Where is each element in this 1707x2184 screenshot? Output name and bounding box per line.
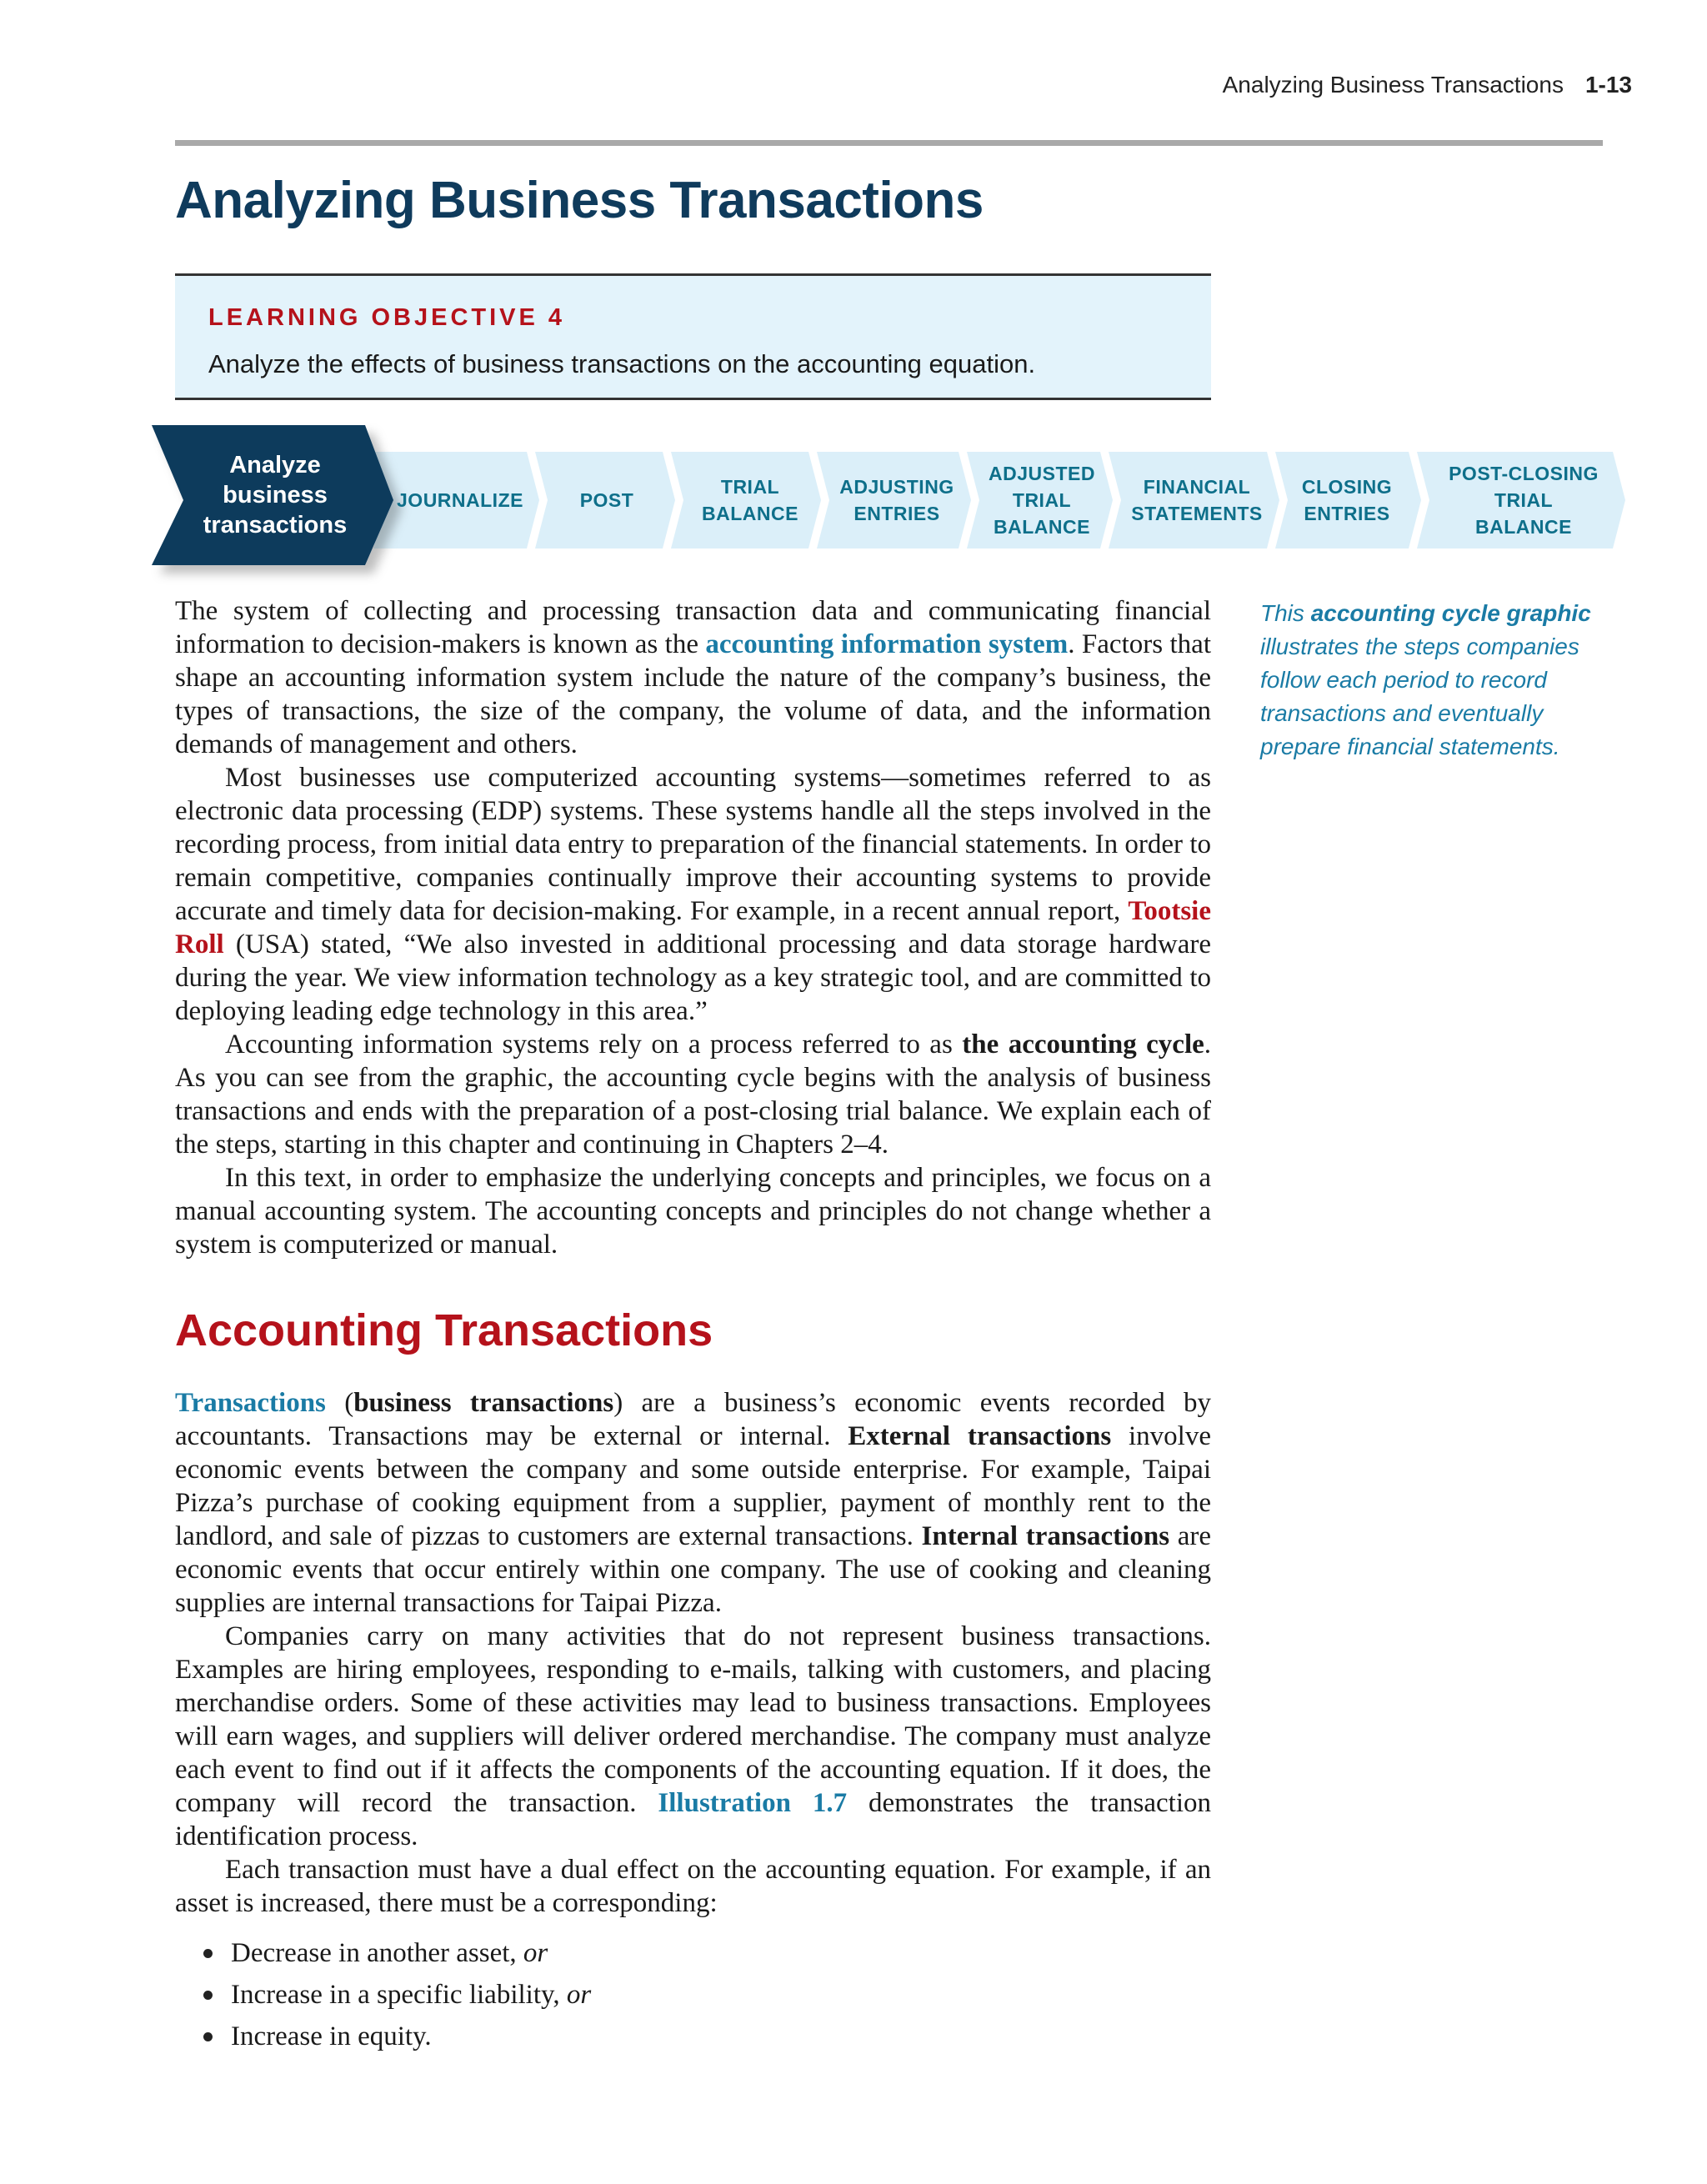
bold-accounting-cycle: the accounting cycle (962, 1029, 1204, 1059)
cycle-step-adjusting-entries: ADJUSTING ENTRIES (839, 476, 954, 524)
cycle-step-adjusted-trial-balance: ADJUSTED TRIAL BALANCE (989, 463, 1095, 538)
cycle-step-financial-statements: FINANCIAL STATEMENTS (1131, 476, 1263, 524)
page-title: Analyzing Business Transactions (175, 172, 984, 229)
margin-note-key-term: accounting cycle graphic (1310, 600, 1591, 626)
cycle-step-trial-balance: TRIAL BALANCE (702, 476, 798, 524)
section-heading-accounting-transactions: Accounting Transactions (175, 1305, 713, 1355)
illustration-link[interactable]: Illustration 1.7 (658, 1788, 848, 1818)
running-head-title: Analyzing Business Transactions (1222, 72, 1564, 98)
header-rule (175, 140, 1603, 146)
accounting-cycle-graphic (150, 421, 1625, 588)
cycle-step-journalize: JOURNALIZE (397, 489, 523, 511)
list-item: Increase in a specific liability, or (200, 1974, 591, 2016)
margin-note (1260, 597, 1610, 764)
page-number: 1-13 (1584, 72, 1632, 98)
margin-note-text-cont: illustrates the steps companies follow each period to record transactions and eventually prepare financial statements. (1260, 634, 1579, 759)
key-term-accounting-information-system[interactable]: accounting information system (705, 629, 1069, 659)
paragraph-transactions: Transactions (business transactions) are a business’s economic events recorded by accountants. Transactions may be external or internal. External transactions involve economic events between the company and some outside enterprise. For example, Taipai Pizza’s purchase of cooking equipment from a supplier, payment of monthly rent to the landlord, and sale of pizzas to customers are external transactions. Internal transactions are economic events that occur entirely within one company. The use of cooking and cleaning supplies are internal transactions for Taipai Pizza. (175, 1388, 1211, 1618)
company-name-tootsie-roll: Tootsie Roll (175, 896, 1211, 959)
paragraph-dual-effect: Each transaction must have a dual effect on the accounting equation. For example, if an asset is increased, there must be a corresponding: (175, 1855, 1211, 1918)
cycle-step-post-closing-trial-balance: POST-CLOSING TRIAL BALANCE (1449, 463, 1599, 538)
running-head (1223, 72, 1632, 98)
paragraph-accounting-cycle: Accounting information systems rely on a process referred to as the accounting cycle. As you can see from the graphic, the accounting cycle begins with the analysis of business transactions and ends with the preparation of a post-closing trial balance. We explain each of the steps, starting in this chapter and continuing in Chapters 2–4. (175, 1029, 1212, 1160)
paragraph-ais: The system of collecting and processing transaction data and communicating financial information to decision-makers is known as the accounting information system. Factors that shape an accounting information system include the nature of the company’s business, the types of transactions, the size of the company, the volume of data, and the information demands of management and others. (175, 596, 1211, 759)
paragraph-manual-system: In this text, in order to emphasize the underlying concepts and principles, we focus on a manual accounting system. The accounting concepts and principles do not change whether a system is computerized or manual. (175, 1163, 1211, 1260)
dual-effect-list (200, 1932, 591, 2057)
list-item: Increase in equity. (200, 2016, 591, 2057)
key-term-transactions[interactable]: Transactions (175, 1388, 326, 1418)
learning-objective-text: Analyze the effects of business transactions on the accounting equation. (208, 349, 1036, 378)
cycle-step-post: POST (579, 489, 634, 511)
paragraph-computerized-systems: Most businesses use computerized accounting systems—sometimes referred to as electronic data processing (EDP) systems. These systems handle all the steps involved in the recording process, from initial data entry to preparation of the financial statements. In order to remain competitive, companies continually improve their accounting systems to provide accurate and timely data for decision-making. For example, in a recent annual report, Tootsie Roll (USA) stated, “We also invested in additional processing and data storage hardware during the year. We view information technology as a key strategic tool, and are committed to deploying leading edge technology in this area.” (175, 763, 1211, 1026)
learning-objective-label: LEARNING OBJECTIVE 4 (208, 304, 566, 331)
paragraph-non-transactions: Companies carry on many activities that do not represent business transactions. Examples are hiring employees, responding to e-mails, talking with customers, and placing merchandise orders. Some of these activities may lead to business transactions. Employees will earn wages, and suppliers will deliver ordered merchandise. The company must analyze each event to find out if it affects the components of the accounting equation. If it does, the company will record the transaction. Illustration 1.7 demonstrates the transaction identification process. (175, 1621, 1211, 1851)
list-item: Decrease in another asset, or (200, 1932, 591, 1974)
margin-note-text: This (1260, 600, 1311, 626)
cycle-step-closing-entries: CLOSING ENTRIES (1301, 476, 1393, 524)
cycle-step-analyze: Analyze business transactions (203, 452, 348, 538)
learning-objective-box (175, 273, 1211, 400)
